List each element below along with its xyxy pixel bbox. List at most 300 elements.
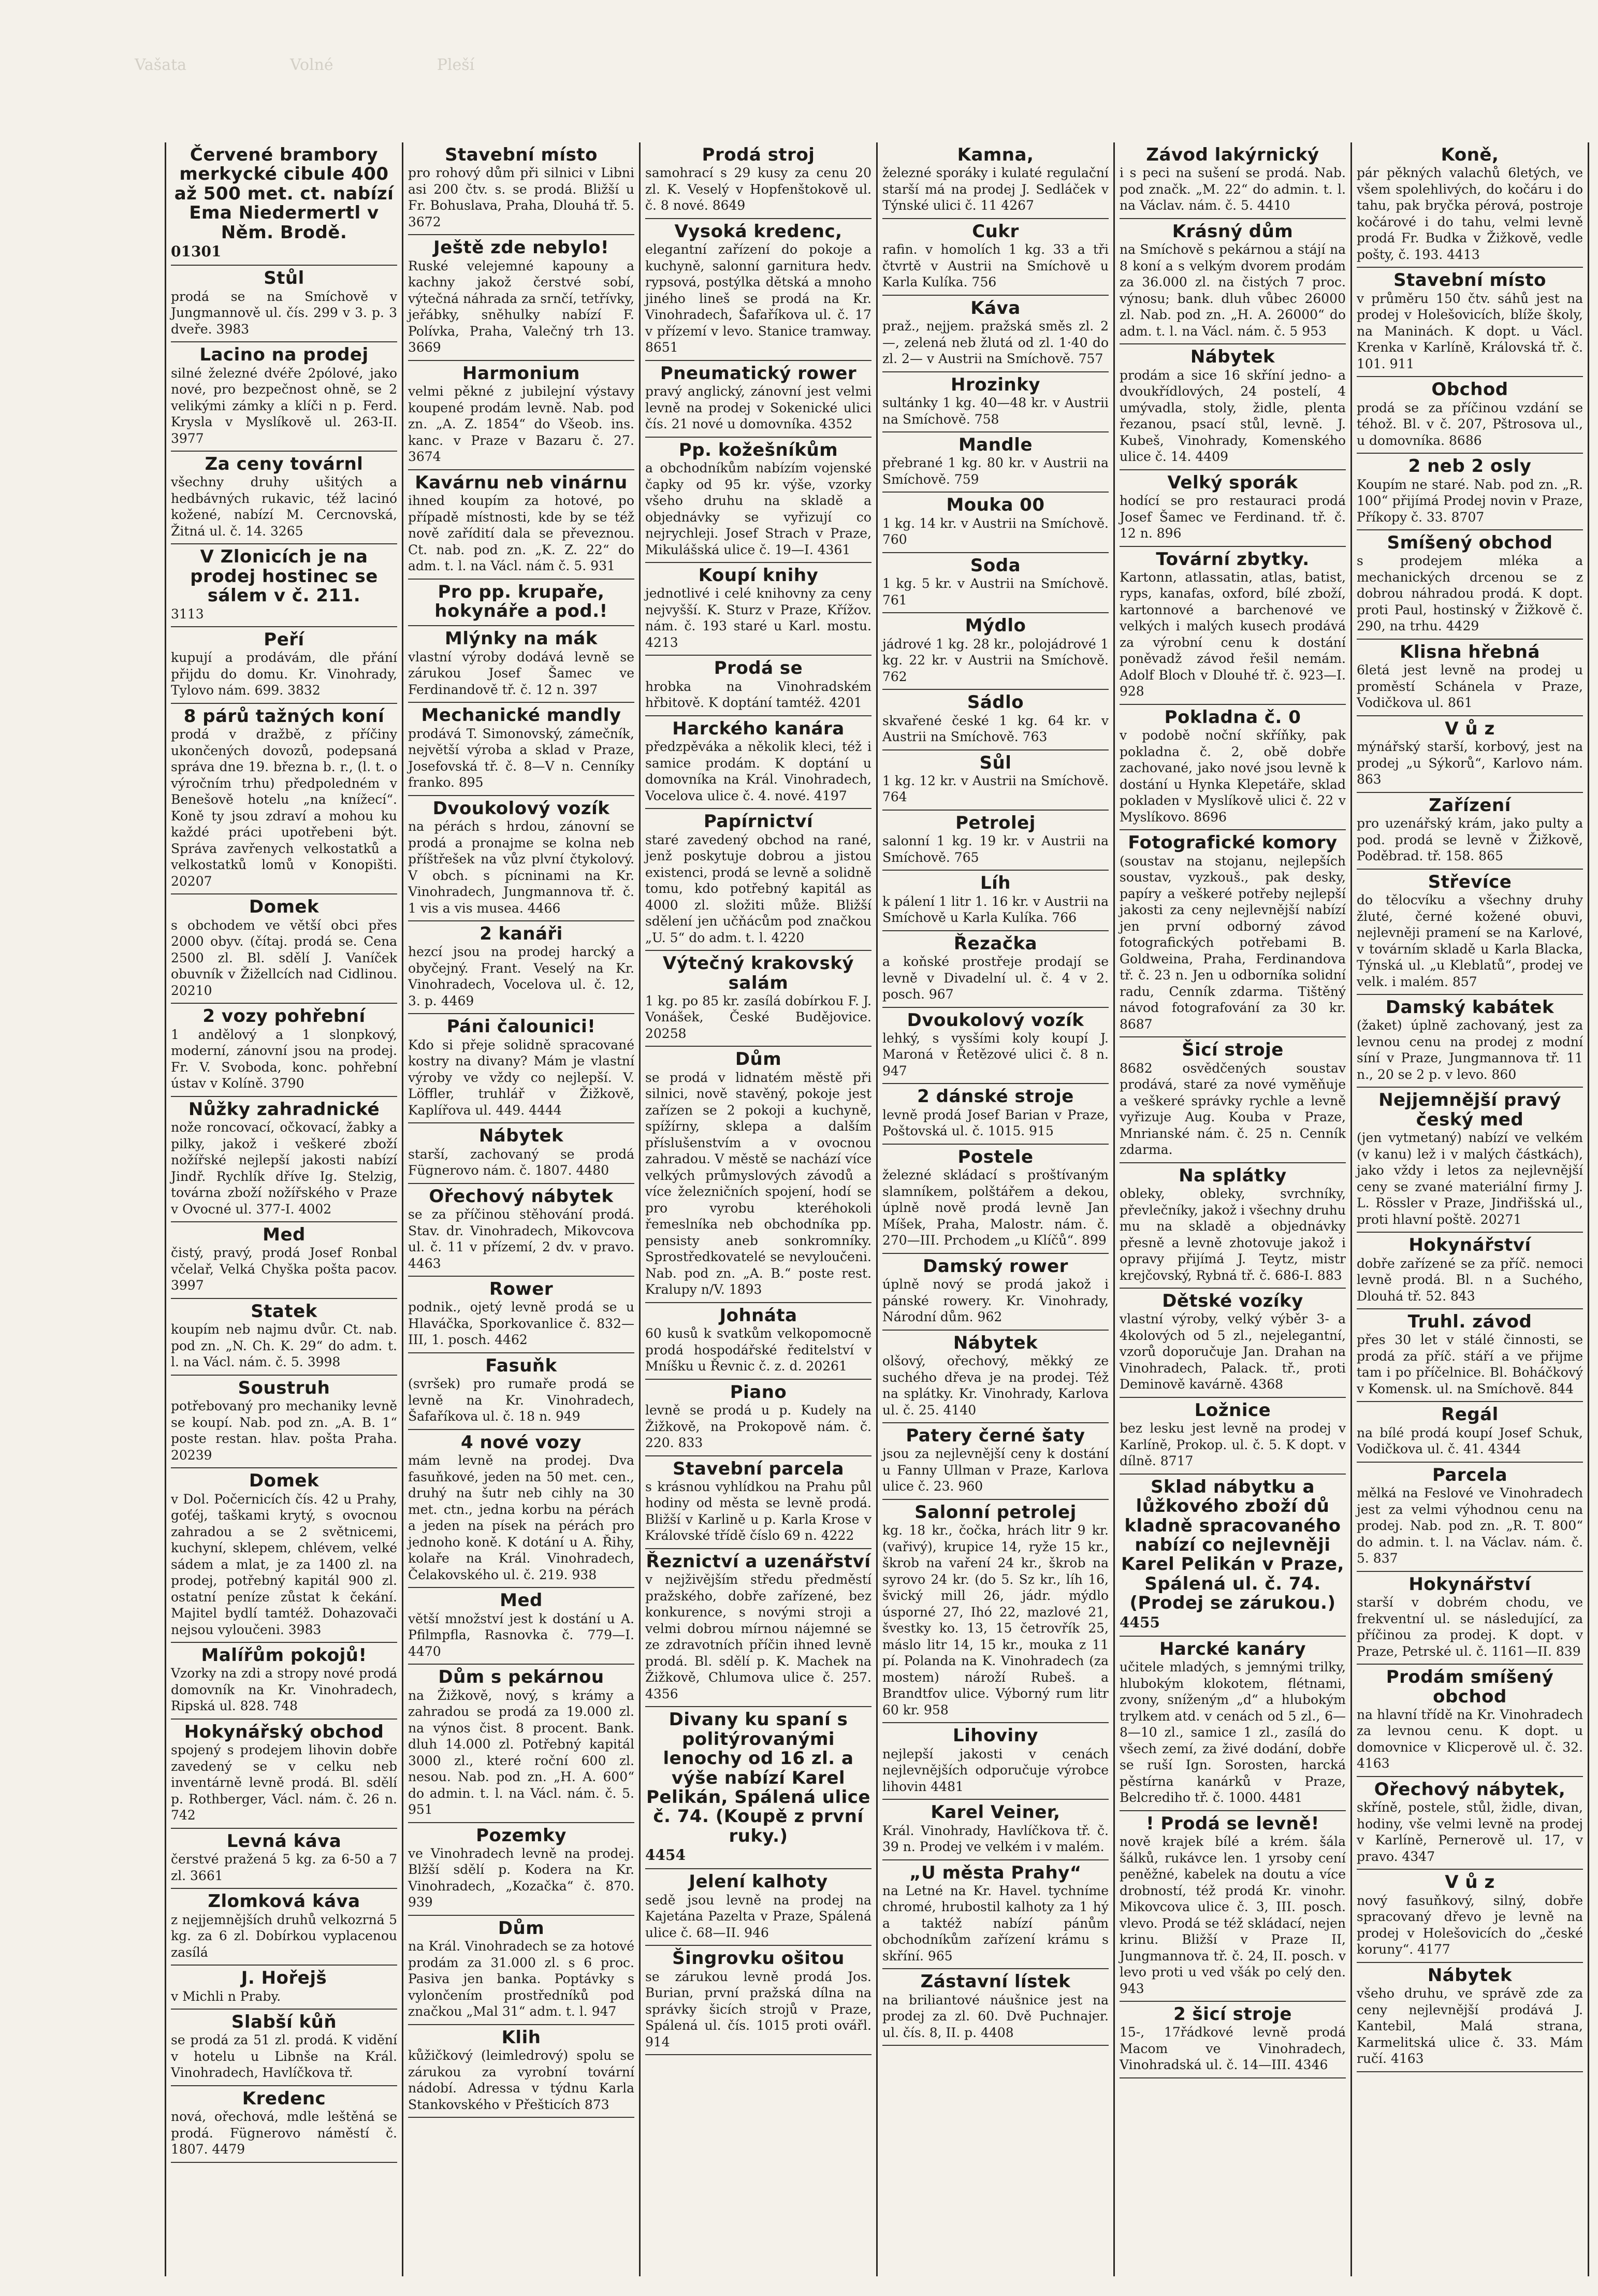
ad-body: levně prodá Josef Barian v Praze, Poštovská ul. č. 1015. 915 (882, 1107, 1109, 1139)
classified-ad (882, 1254, 1109, 1331)
classified-ad (408, 142, 634, 235)
ad-heading: Domek (249, 1470, 319, 1492)
ad-body: starší v dobrém chodu, ve frekventní ul. se následující, za příčinou za prodej. K dopt. v Praze, Petrské ul. č. 1161—II. 839 (1357, 1595, 1583, 1659)
ad-body: všeho druhu, ve správě zde za ceny nejlevnější prodává J. Kantebil, Malá strana, Karmelitská ulice č. 33. Mám ručí. 4163 (1357, 1986, 1583, 2067)
classified-ad (645, 716, 871, 809)
classified-ad (1357, 1963, 1583, 2072)
ad-heading: Dětské vozíky (1162, 1291, 1303, 1312)
ad-body: nože roncovací, očkovací, žabky a pilky, jakož i veškeré zboží nožířské nejlepší jakosti nabízí Jindř. Rychlík dříve Ig. Stelzig, továrna zboží nožířského v Praze v Ovocné ul. 377-I. 4002 (171, 1120, 397, 1217)
ad-heading: Truhl. závod (1407, 1311, 1532, 1333)
ad-heading: Nábytek (478, 1125, 564, 1147)
classified-ad (1120, 1398, 1346, 1475)
ad-heading: Zástavní lístek (920, 1971, 1071, 1992)
ad-body: kupují a prodávám, dle přání přijdu do domu. Kr. Vinohrady, Tylovo nám. 699. 3832 (171, 650, 397, 698)
classified-ad (1120, 1289, 1346, 1398)
ad-heading: Pro pp. krupaře, hokynáře a pod.! (434, 581, 608, 622)
ad-body: do tělocvíku a všechny druhy žluté, černé kožené obuvi, nejlevněji pramení se na Karlové, v továrním skladě u Karla Blacka, Týnská ul. „u Kleblatů“, prodej ve velk. i malém. 857 (1357, 892, 1583, 989)
classified-ad (645, 1869, 871, 1946)
ad-heading: Pokladna č. 0 (1164, 706, 1301, 728)
ad-heading: Líh (980, 873, 1011, 894)
classified-ad (882, 1723, 1109, 1800)
ad-heading: Postele (957, 1146, 1034, 1167)
classified-ad (882, 219, 1109, 296)
classified-ad (645, 142, 871, 219)
ad-body: na bílé prodá koupí Josef Schuk, Vodičkova ul. č. 41. 4344 (1357, 1425, 1583, 1457)
classified-ad (882, 553, 1109, 613)
ad-body: levně se prodá u p. Kudely na Žižkově, na Prokopově nám. č. 220. 833 (645, 1403, 871, 1451)
ad-heading: Zařízení (1429, 795, 1511, 816)
classified-ad (1357, 793, 1583, 870)
classified-ad (1120, 705, 1346, 830)
ad-body: úplně nový se prodá jakož i pánské rowery. Kr. Vinohrady, Národní dům. 962 (882, 1277, 1109, 1325)
ad-body: prodá se na Smíchově v Jungmannově ul. čís. 299 v 3. p. 3 dveře. 3983 (171, 288, 397, 337)
ad-body: nová, ořechová, mdle leštěná se prodá. Fügnerovo náměstí č. 1807. 4479 (171, 2109, 397, 2157)
bleed-through-header (135, 47, 1564, 83)
ad-heading: Lacino na prodej (199, 344, 369, 366)
ad-heading: Klisna hřebná (1400, 641, 1540, 662)
ad-body: (jen vytmetaný) nabízí ve velkém (v kanu) lež i v malých částkách), jako vždy i letos za nejlevnější ceny se zvané materiální firmy J. L. Rössler v Praze, Jindřišská ul., proti hlavní poště. 20271 (1357, 1130, 1583, 1227)
classified-ad (645, 361, 871, 438)
classified-ad (408, 1665, 634, 1823)
ad-body: na Letné na Kr. Havel. tychníme chromé, hrubostil kalhoty za 1 hý a taktéž nabízí pánům obchodníkům zařízení krámu s skříní. 965 (882, 1883, 1109, 1963)
classified-ad (171, 1720, 397, 1829)
classified-ad (882, 613, 1109, 690)
classified-ad (645, 563, 871, 656)
ad-body: větší množství jest k dostání u A. Pfilmpfla, Rasnovka č. 779—I. 4470 (408, 1611, 634, 1659)
classified-ad (882, 1860, 1109, 1970)
ad-body: na Král. Vinohradech se za hotové prodám za 31.000 zl. s 6 proc. Pasiva jen banka. Poptávky s vylončením prostředníků pod značkou „Mal 31“ adm. t. l. 947 (408, 1939, 634, 2019)
ad-heading: Divany ku spaní s politýrovanými lenochy od 16 zl. a výše nabízí Karel Pelikán, Spálená ulice č. 74. (Koupě z první ruky.) (646, 1709, 870, 1846)
ad-heading: Prodá stroj (702, 145, 815, 165)
classified-ad (882, 1331, 1109, 1423)
ad-body: kůžičkový (leimledrový) spolu se zárukou za vyrobní tovární nádobí. Adressa v týdnu Karla Stankovského v Přešticích 873 (408, 2048, 634, 2112)
ad-heading: Krásný dům (1172, 221, 1294, 242)
ad-heading: Koně, (1441, 145, 1499, 165)
ad-heading: Pneumatický rower (660, 363, 857, 384)
classified-ad (171, 1468, 397, 1643)
ad-body: obleky, obleky, svrchníky, převlečníky, jakož i všechny druhu mu na skladě a objednávky přesně a levně zhotovuje jakož i opravy přijímá J. Teytz, mistr krejčovský, Rybná tř. č. 686-I. 883 (1120, 1186, 1346, 1283)
classified-ad (1357, 1088, 1583, 1233)
ad-heading: Salonní petrolej (914, 1501, 1077, 1523)
classified-ad (1120, 1037, 1346, 1163)
classified-ad (1120, 1637, 1346, 1811)
classified-ad (882, 1500, 1109, 1723)
ad-body: pár pěkných valachů 6letých, ve všem spolehlivých, do kočáru i do tahu, pak bryčka pérová, postroje kočárové i do tahu, velmi levně prodá Fr. Budka v Žižkově, vedle pošty, č. 193. 4413 (1357, 165, 1583, 262)
classified-ad (1357, 454, 1583, 530)
ad-body: mýnářský starší, korbový, jest na prodej „u Sýkorů“, Karlovo nám. 863 (1357, 739, 1583, 787)
ad-heading: Mandle (958, 435, 1033, 456)
ad-body: olšový, ořechový, měkký ze suchého dřeva je na prodej. Též na splátky. Kr. Vinohrady, Karlova ul. č. 25. 4140 (882, 1353, 1109, 1418)
ad-heading: Kamna, (957, 145, 1034, 165)
ad-heading: Regál (1441, 1404, 1499, 1425)
ad-body: mělká na Feslové ve Vinohradech jest za velmi výhodnou cenu na prodej. Nab. pod zn. „R. T. 800“ do admin. t. l. na Václav. nám. č. 5. 837 (1357, 1485, 1583, 1566)
classified-ad (1357, 1463, 1583, 1572)
classified-ad (882, 1969, 1109, 2046)
ad-heading: Damský kabátek (1385, 997, 1555, 1018)
ad-heading: Soda (970, 555, 1021, 576)
ad-heading: Fasuňk (485, 1355, 557, 1376)
classified-ad (1120, 1811, 1346, 2002)
ad-body: skvařené české 1 kg. 64 kr. v Austrii na Smíchově. 763 (882, 713, 1109, 745)
classified-ad (408, 796, 634, 921)
ad-heading: J. Hořejš (241, 1968, 327, 1989)
ad-body: kg. 18 kr., čočka, hrách litr 9 kr. (vařivý), krupice 14, ryže 15 kr., škrob na vaření 24 kr., škrob na syrovo 24 kr. (do 5. Sz kr., líh 16, švický mill 26, jádr. mýdlo úsporné 27, Ihó 22, mazlové 21, švestky ko. 13, 15 četrovřík 25, máslo litr 14, 15 kr., mouka z 11 pí. Polanda na K. Vinohradech (za mostem) nároží Rubeš. a Brandtfov ulice. Výborný rum litr 60 kr. 958 (882, 1523, 1109, 1717)
ad-body: praž., nejjem. pražská směs zl. 2—, zelená neb žlutá od zl. 1·40 do zl. 2— v Austrii na Smíchově. 757 (882, 319, 1109, 367)
ad-body: (soustav na stojanu, nejlepších soustav, vyzkouš., pak desky, papíry a veškeré potřeby nejlepší jakosti za ceny nejlevnější nabízí jen první odborný závod fotografických potřebami B. Goldweina, Praha, Ferdinandova tř. č. 23 n. Jen u odborníka solidní radu, Cenník zdarma. Tištěný návod fotografování za 30 kr. 8687 (1120, 853, 1346, 1032)
ad-body: železné sporáky i kulaté regulační starší má na prodej J. Sedláček v Týnské ulici č. 11 4267 (882, 165, 1109, 213)
classified-ad (1357, 1402, 1583, 1462)
ad-body: jednotlivé i celé knihovny za ceny nejvyšší. K. Sturz v Praze, Křížov. nám. č. 193 staré u Karl. mostu. 4213 (645, 586, 871, 650)
ad-heading: Řeznictví a uzenářství (646, 1551, 871, 1572)
ad-body: lehký, s vysšími koly koupí J. Maroná v Řetězové ulici č. 8 n. 947 (882, 1030, 1109, 1078)
ad-heading: Stavební místo (445, 145, 598, 165)
ad-heading: Sůl (979, 752, 1012, 773)
ad-heading: Stůl (264, 268, 304, 289)
ad-body: silné železné dvéře 2pólové, jako nové, pro bezpečnost ohně, se 2 velikými zámky a klíči n p. Ferd. Krysla v Myslíkově ul. 263-II. 3977 (171, 365, 397, 446)
ad-body: spojený s prodejem lihovin dobře zavedený se v celku neb inventárně levně prodá. Bl. sdělí p. Rothberger, Václ. nám. č. 26 n. 742 (171, 1742, 397, 1823)
ad-body: z nejjemnějších druhů velkozrná 5 kg. za 6 zl. Dobírkou vyplacenou zasílá (171, 1912, 397, 1960)
classified-ad (645, 951, 871, 1047)
classified-ad (1120, 142, 1346, 219)
classified-ad (882, 432, 1109, 493)
classified-ad (882, 1423, 1109, 1500)
classified-ad (171, 1222, 397, 1299)
classified-ad (645, 219, 871, 361)
ad-heading: Střevíce (1428, 871, 1512, 892)
classified-ad (882, 1800, 1109, 1860)
ad-heading: Statek (251, 1301, 317, 1322)
ad-heading: Mouka 00 (946, 495, 1045, 516)
ad-heading: Ořechový nábytek (429, 1186, 614, 1207)
ad-heading: 2 kanáři (480, 923, 563, 945)
ad-body: 8682 osvědčených soustav prodává, staré za nové vyměňuje a veškeré správky rychle a levně vyřizuje Aug. Kouba v Praze, Mnrianské nám. č. 25 n. Cenník zdarma. (1120, 1060, 1346, 1158)
classified-ad (645, 1456, 871, 1549)
classified-ad (882, 296, 1109, 372)
ad-body: a obchodníkům nabízím vojenské čapky od 95 kr. výše, vzorky všeho druhu na skladě a objednávky se vyřizují co nejrychleji. Josef Strach v Praze, Mikulášská ulice č. 19—I. 4361 (645, 460, 871, 557)
ad-body: vlastní výroby, velký výběr 3- a 4kolových od 5 zl., nejelegantní, vzorů doporučuje Jan. Drahan na Vinohradech, Palack. tř., proti Deminově kavárně. 4368 (1120, 1311, 1346, 1392)
classified-ad (1357, 1870, 1583, 1962)
ad-heading: Kredenc (242, 2088, 326, 2109)
ad-heading: 2 neb 2 osly (1408, 456, 1532, 477)
classified-ad (1120, 1163, 1346, 1289)
classified-ad (171, 2010, 397, 2086)
ad-heading: Šicí stroje (1182, 1039, 1284, 1061)
ad-body: starší, zachovaný se prodá Fügnerovo nám. č. 1807. 4480 (408, 1146, 634, 1178)
ad-heading: Harcké kanáry (1159, 1638, 1306, 1659)
ad-heading: Petrolej (955, 812, 1036, 833)
ad-heading: Dům (735, 1049, 782, 1070)
classified-ad (171, 342, 397, 452)
ad-body: nový fasuňkový, silný, dobře spracovaný dřevo je levně na prodej v Holešovicích do „české koruny“. 4177 (1357, 1893, 1583, 1957)
classified-ad (171, 2086, 397, 2163)
ad-heading: V ů z (1445, 718, 1495, 739)
classified-ad (645, 809, 871, 951)
ad-body: mám levně na prodej. Dva fasuňkové, jeden na 50 met. cen., druhý na šutr neb cihly na 30 met. ctn., jedna korbu na pérách a jeden na písek na pérách pro jednoho koně. K dotání u A. Řihy, kolaře na Král. Vinohradech, Čelakovského ul. č. 219. 938 (408, 1453, 634, 1582)
classified-ad (1357, 1572, 1583, 1665)
classified-ad (1120, 219, 1346, 344)
classified-ad (882, 372, 1109, 432)
ad-body: 15-, 17řádkové levně prodá Macom ve Vinohradech, Vinohradská ul. č. 14—III. 4346 (1120, 2025, 1346, 2073)
ad-heading: Ložnice (1194, 1399, 1271, 1421)
ad-heading: Smíšený obchod (1387, 532, 1553, 554)
ad-body: skříně, postele, stůl, židle, divan, hodiny, vše velmi levně na prodej v Karlíně, Pernerově ul. 17, v pravo. 4347 (1357, 1800, 1583, 1864)
ad-heading: Ořechový nábytek, (1374, 1779, 1566, 1800)
classified-ad (408, 921, 634, 1014)
column-2 (403, 142, 641, 2276)
classified-ad (1120, 547, 1346, 705)
classified-ad (408, 1184, 634, 1277)
ad-heading: Výtečný krakovský salám (662, 953, 854, 993)
ad-body: 6letá jest levně na prodej u proměstí Schánela v Praze, Vodičkova ul. 861 (1357, 662, 1583, 711)
ad-body: v nejživějším středu předměstí pražského, dobře zařízené, bez konkurence, s novými stroji a velmi dobrou mírnou nájemné se ze zdravotních příčin ihned levně prodá. Bl. sdělí p. K. Machek na Žižkově, Chlumova ulice č. 257. 4356 (645, 1572, 871, 1701)
ad-body: všechny druhy ušitých a hedbávných rukavic, též lacinó kožené, nabízí M. Cercnovská, Žitná ul. č. 14. 3265 (171, 474, 397, 539)
classified-ad (408, 470, 634, 580)
column-5 (1115, 142, 1352, 2276)
ad-heading: Papírnictví (703, 811, 813, 832)
ad-body: s krásnou vyhlídkou na Prahu půl hodiny od města se levně prodá. Bližší v Karlině u p. Karla Krose v Královské třídě číslo 69 n. 4222 (645, 1479, 871, 1543)
classified-ad (1357, 870, 1583, 995)
ad-body: samohrací s 29 kusy za cenu 20 zl. K. Veselý v Hopfenštokově ul. č. 8 nové. 8649 (645, 165, 871, 213)
classified-ad (171, 1376, 397, 1468)
classified-ad (882, 493, 1109, 553)
ad-heading: 4 nové vozy (460, 1432, 582, 1453)
ad-body: rafin. v homolích 1 kg. 33 a tři čtvrtě v Austrii na Smíchově u Karla Kulíka. 756 (882, 242, 1109, 290)
ad-heading: Za ceny továrnl (205, 454, 364, 474)
classified-ad (645, 438, 871, 563)
ad-heading: Káva (970, 297, 1021, 319)
ad-heading: Prodá se (714, 658, 803, 679)
ad-body: velmi pěkné z jubilejní výstavy koupené prodám levně. Nab. pod zn. „A. Z. 1854“ do Všeob. ins. kanc. v Praze v Bazaru č. 27. 3674 (408, 384, 634, 465)
classified-ad (1120, 2002, 1346, 2078)
classified-ad (408, 626, 634, 703)
classified-ad (882, 931, 1109, 1008)
ad-body: v průměru 150 čtv. sáhů jest na prodej v Holešovicích, blíže školy, na Maninách. K dopt. u Václ. Krenka v Karlíně, Královská tř. č. 101. 911 (1357, 291, 1583, 371)
ad-body: přebrané 1 kg. 80 kr. v Austrii na Smíchově. 759 (882, 455, 1109, 487)
ad-body: dobře zařízené se za příč. nemoci levně prodá. Bl. n a Suchého, Dlouhá tř. 52. 843 (1357, 1255, 1583, 1304)
classified-ad (171, 544, 397, 627)
ad-body: se prodá za 51 zl. prodá. K vidění v hotelu u Libnše na Král. Vinohradech, Havlíčkova tř. (171, 2032, 397, 2081)
ghost-word: Vašata (135, 55, 187, 74)
ad-body: sultánky 1 kg. 40—48 kr. v Austrii na Smíchově. 758 (882, 395, 1109, 427)
ad-heading: Řezačka (953, 933, 1038, 954)
ad-heading: Dům s pekárnou (438, 1667, 604, 1688)
ad-heading: Pp. kožešníkům (678, 439, 838, 460)
ad-heading: Červené brambory merkycké cibule 400 až 500 met. ct. nabízí Ema Niedermertl v Něm. Brodě. (174, 145, 394, 243)
ad-heading: Nábytek (953, 1332, 1038, 1353)
ad-body: Král. Vinohrady, Havlíčkova tř. č. 39 n. Prodej ve velkém i v malém. (882, 1823, 1109, 1855)
ad-heading: Dvoukolový vozík (432, 798, 610, 819)
ad-heading: Levná káva (226, 1830, 342, 1852)
classified-ad (1120, 344, 1346, 470)
ad-body: Koupím ne staré. Nab. pod zn. „R. 100“ přijímá Prodej novin v Praze, Příkopy č. 33. 8707 (1357, 476, 1583, 525)
classified-ad (1357, 1309, 1583, 1402)
ad-heading: Mechanické mandly (421, 705, 621, 726)
ad-heading: V Zlonicích je na prodej hostinec se sálem v č. 211. (190, 546, 378, 607)
classified-ad (882, 811, 1109, 871)
ad-body: Kdo si přeje solidně spracované kostry na divany? Mám je vlastní výroby ve vždy co nejlepší. V. Löffler, truhlář v Žižkově, Kaplířova ul. 449. 4444 (408, 1037, 634, 1118)
ad-heading: Kavárnu neb vinárnu (415, 472, 628, 493)
ad-body: hodící se pro restauraci prodá Josef Šamec ve Ferdinand. tř. č. 12 n. 896 (1120, 493, 1346, 541)
ad-body: na briliantové náušnice jest na prodej za zl. 60. Dvě Puchnajer. ul. čís. 8, II. p. 4408 (882, 1992, 1109, 2040)
ad-heading: Domek (249, 897, 319, 918)
ad-heading: Karel Veiner, (931, 1802, 1061, 1823)
classified-ad (171, 704, 397, 894)
ad-heading: Damský rower (923, 1255, 1068, 1277)
ad-body: přes 30 let v stálé činnosti, se prodá za příč. stáří a ve přijme tam i po příčelnice. Bl. Boháčkový v Komensk. ul. na Smíchově. 844 (1357, 1332, 1583, 1396)
ad-body: železné skládací s proštívaným slamníkem, polštářem a dekou, úplně nově prodá levně Jan Míšek, Praha, Malostr. nám. č. 270—III. Prchodem „u Klíčů“. 899 (882, 1167, 1109, 1248)
classified-ad (645, 1707, 871, 1869)
ad-body: 3113 (171, 606, 204, 622)
ad-body: 1 kg. 5 kr. v Austrii na Smíchově. 761 (882, 576, 1109, 608)
ad-heading: Nábytek (1190, 346, 1275, 368)
ad-heading: Soustruh (238, 1377, 330, 1398)
column-3 (641, 142, 878, 2276)
ad-heading: Pozemky (476, 1825, 566, 1846)
ad-heading: Hokynářský obchod (184, 1721, 384, 1742)
ad-heading: Hokynářství (1408, 1573, 1531, 1595)
ad-body: staré zavedený obchod na rané, jenž poskytuje dobrou a jistou existenci, prodá se levně a solidně tomu, kdo potřebný kapitál as 4000 zl. složiti může. Bližší sdělení jen učňácům pod značkou „U. 5“ do adm. t. l. 4220 (645, 832, 871, 945)
ad-body: s prodejem mléka a mechanických drcenou se z dobrou náhradou prodá. K dopt. proti Paul, hostinský v Žižkově č. 290, na trhu. 4429 (1357, 553, 1583, 634)
classified-ad (1357, 640, 1583, 716)
ad-heading: Hrozinky (950, 374, 1040, 395)
classified-ad (1357, 1233, 1583, 1309)
classified-ad (1120, 470, 1346, 547)
ad-body: pro uzenářský krám, jako pulty a pod. prodá se levně v Žižkově, Poděbrad. tř. 158. 865 (1357, 816, 1583, 864)
ad-body: a koňské prostřeje prodají se levně v Divadelní ul. č. 4 v 2. posch. 967 (882, 954, 1109, 1002)
ad-heading: Vysoká kredenc, (674, 221, 842, 242)
classified-ad (1120, 830, 1346, 1037)
ad-body: (svršek) pro rumaře prodá se levně na Kr. Vinohradech, Šafaříkova ul. č. 18 n. 949 (408, 1376, 634, 1424)
ad-body: koupím neb najmu dvůr. Ct. nab. pod zn. „N. Ch. K. 29“ do adm. t. l. na Václ. nám. č. 5. 3998 (171, 1322, 397, 1370)
ad-body: v Dol. Počernicích čís. 42 u Prahy, goťéj, taškami krytý, s ovocnou zahradou a se 2 světnicemi, kuchyní, sklepem, chlévem, velké sádem a mlat, je za 1400 zl. na prodej, potřebný kapitál 900 zl. ostatní peníze zůstat k čekání. Majitel bydlí tamtéž. Dohazovači nejsou vyloučeni. 3983 (171, 1491, 397, 1637)
classified-ad (408, 235, 634, 360)
ad-heading: Malířům pokojů! (201, 1645, 367, 1666)
ad-heading: Nábytek (1427, 1965, 1513, 1986)
ad-body: čerstvé pražená 5 kg. za 6-50 a 7 zl. 3661 (171, 1852, 397, 1883)
classified-ad (882, 1008, 1109, 1085)
classified-ad (645, 656, 871, 716)
classified-ad (645, 1380, 871, 1456)
ad-heading: Tovární zbytky. (1156, 548, 1310, 570)
classified-ad (408, 703, 634, 796)
ad-heading: Koupí knihy (698, 565, 819, 586)
classified-ad (408, 1353, 634, 1430)
ad-body: Ruské velejemné kapouny a kachny jakož čerstvé sobí, výtečná náhrada za srnčí, tetřívky, jeřábky, sněhulky nabízí F. Polívka, Praha, Valečný trh 13. 3669 (408, 258, 634, 355)
ad-body: k pálení 1 litr 1. 16 kr. v Austrii na Smíchově u Karla Kulíka. 766 (882, 893, 1109, 926)
ad-heading: Piano (730, 1381, 787, 1403)
ad-body: Kartonn, atlassatin, atlas, batist, ryps, kanafas, oxford, bílé zboží, kartonnové a barchenové ve velkých i malých kusech prodává za výrobní cenu k dostání poněvadž závod řešil nemám. Adolf Bloch v Dlouhé tř. č. 923—I. 928 (1120, 569, 1346, 699)
ad-body: 1 kg. po 85 kr. zasílá dobírkou F. J. Vonášek, České Budějovice. 20258 (645, 993, 871, 1041)
ad-heading: Dvoukolový vozík (907, 1009, 1084, 1031)
ad-heading: Sádlo (967, 692, 1024, 713)
classified-ad (645, 1549, 871, 1707)
classified-ad (408, 1277, 634, 1353)
classified-ad (171, 1097, 397, 1222)
ad-body: prodá se za příčinou vzdání se téhož. Bl. v č. 207, Pštrosova ul., u domovníka. 8686 (1357, 400, 1583, 448)
ad-body: elegantní zařízení do pokoje a kuchyně, salonní garnitura hedv. rypsová, postýlka dětská a mnoho jiného lineš se prodá na Kr. Vinohradech, Šafaříkova ul. č. 17 v přízemí v levo. Stanice tramway. 8651 (645, 242, 871, 355)
column-4 (878, 142, 1115, 2276)
classified-ad (882, 1084, 1109, 1144)
ad-body: s obchodem ve větší obci přes 2000 obyv. (čítaj. prodá se. Cena 2500 zl. Bl. sdělí J. Vaníček obuvník v Žižellcích nad Cidlinou. 20210 (171, 917, 397, 998)
ad-heading: Šingrovku ošitou (672, 1948, 845, 1969)
ad-body: vlastní výroby dodává levně se zárukou Josef Šamec ve Ferdinandově tř. č. 12 n. 397 (408, 649, 634, 697)
classified-ad (1357, 1777, 1583, 1870)
classified-ad (645, 1047, 871, 1303)
classified-ad (1357, 530, 1583, 640)
classified-ad (408, 2025, 634, 2118)
ad-body: 01301 (171, 242, 222, 260)
ad-heading: Mýdlo (965, 615, 1026, 637)
classified-ad (1120, 1475, 1346, 1637)
ad-heading: Harckého kanára (672, 718, 845, 739)
ad-heading: Johnáta (719, 1305, 797, 1326)
ad-body: 4454 (645, 1846, 686, 1864)
classified-ad (171, 1829, 397, 1889)
ad-heading: ! Prodá se levně! (1146, 1813, 1319, 1834)
ad-heading: Velký sporák (1167, 472, 1298, 493)
ad-heading: Páni čalounici! (446, 1016, 596, 1037)
classified-ad (171, 1004, 397, 1096)
ad-heading: Zlomková káva (208, 1891, 360, 1912)
ad-heading: Prodám smíšený obchod (1386, 1667, 1554, 1707)
ad-body: 1 kg. 14 kr. v Austrii na Smíchově. 760 (882, 515, 1109, 547)
ad-body: v Michli n Praby. (171, 1988, 281, 2004)
classified-ad (171, 627, 397, 704)
ad-heading: Dům (498, 1917, 545, 1939)
ad-heading: „U města Prahy“ (909, 1862, 1082, 1883)
ad-body: Vzorky na zdi a stropy nové prodá domovník na Kr. Vinohradech, Ripská ul. 828. 748 (171, 1666, 397, 1714)
classified-ad (645, 1303, 871, 1380)
ad-heading: Peří (264, 629, 304, 651)
ad-heading: Lihoviny (952, 1725, 1039, 1746)
ad-heading: Sklad nábytku a lůžkového zboží dů kladně spracovaného nabízí co nejlevněji Karel Pelikán v Praze, Spálená ul. č. 74. (Prodej se zárukou.) (1121, 1476, 1344, 1614)
classified-ad (171, 1966, 397, 2010)
ad-body: nově krajek bílé a krém. šála šálků, rukávce len. 1 yrsoby cení peněžné, kabelek na doutu a více drobností, též prodá Kr. vinohr. Mikovcova ulice č. 3, III. posch. vlevo. Prodá se též skládací, nejen krinu. Bližší v Praze II, Jungmannova tř. č. 24, II. posch. v levo proti u ved všák po celý den. 943 (1120, 1834, 1346, 1996)
ad-heading: Harmonium (462, 363, 580, 384)
classified-ad (882, 871, 1109, 931)
ad-body: na Žižkově, nový, s krámy a zahradou se prodá za 19.000 zl. na výnos čist. 8 procent. Bank. dluh 14.000 zl. Potřebný kapitál 3000 zl., které roční 600 zl. nesou. Nab. pod zn. „H. A. 600“ do admin. t. l. na Václ. nám. č. 5. 951 (408, 1687, 634, 1817)
classified-ad (408, 1916, 634, 2025)
ad-body: pro rohový dům při silnici v Libni asi 200 čtv. s. se prodá. Bližší u Fr. Bohuslava, Praha, Dlouhá tř. 5. 3672 (408, 165, 634, 229)
ad-heading: 2 vozy pohřební (202, 1006, 366, 1027)
ad-body: jsou za nejlevnější ceny k dostání u Fanny Ullman v Praze, Karlova ulice č. 23. 960 (882, 1446, 1109, 1494)
ad-heading: Obchod (1431, 379, 1508, 400)
ad-body: potřebovaný pro mechaniky levně se koupí. Nab. pod zn. „A. B. 1“ poste restan. hlav. pošta Praha. 20239 (171, 1398, 397, 1463)
ad-body: čistý, pravý, prodá Josef Ronbal včelař, Velká Chyška pošta pacov. 3997 (171, 1245, 397, 1293)
ad-heading: Patery černé šaty (906, 1425, 1085, 1447)
classified-ad (1357, 377, 1583, 454)
classified-ad (882, 142, 1109, 219)
classified-ad (171, 142, 397, 266)
ad-heading: Stavební parcela (673, 1458, 844, 1479)
ad-heading: V ů z (1445, 1872, 1495, 1893)
classified-ad (1357, 142, 1583, 268)
ad-body: se prodá v lidnatém městě při silnici, nově stavěný, pokoje jest zařízen se 2 pokoji a kuchyně, spížírny, sklepa a dalším příslušenstvím a v ovocnou zahradou. V městě se nachází více velkých průmyslových závodů a více železničních spojení, hodí se pro vyrobu kteréhokoli řemeslníka neb obchodníka pp. pensisty aneb sonkromníky. Sprostředkovatelé se nevyloučeni. Nab. pod zn. „A. B.“ poste rest. Kralupy n/V. 1893 (645, 1070, 871, 1297)
ad-body: bez lesku jest levně na prodej v Karlíně, Prokop. ul. č. 5. K dopt. v dílně. 8717 (1120, 1421, 1346, 1469)
ad-heading: Parcela (1432, 1464, 1508, 1485)
ad-body: sedě jsou levně na prodej na Kajetána Pazelta v Praze, Spálená ulice č. 68—II. 946 (645, 1892, 871, 1940)
classified-ad (882, 750, 1109, 811)
ad-body: 4455 (1120, 1613, 1160, 1631)
ad-body: na hlavní třídě na Kr. Vinohradech za levnou cenu. K dopt. u domovnice v Klicperově ul. č. 32. 4163 (1357, 1707, 1583, 1771)
column-6 (1352, 142, 1589, 2276)
classified-ad (1357, 995, 1583, 1088)
classified-ad (1357, 1665, 1583, 1777)
ad-heading: Na splátky (1179, 1165, 1287, 1186)
classified-ad (645, 1946, 871, 2055)
classified-ad (882, 690, 1109, 750)
ad-heading: Hokynářství (1408, 1235, 1531, 1256)
